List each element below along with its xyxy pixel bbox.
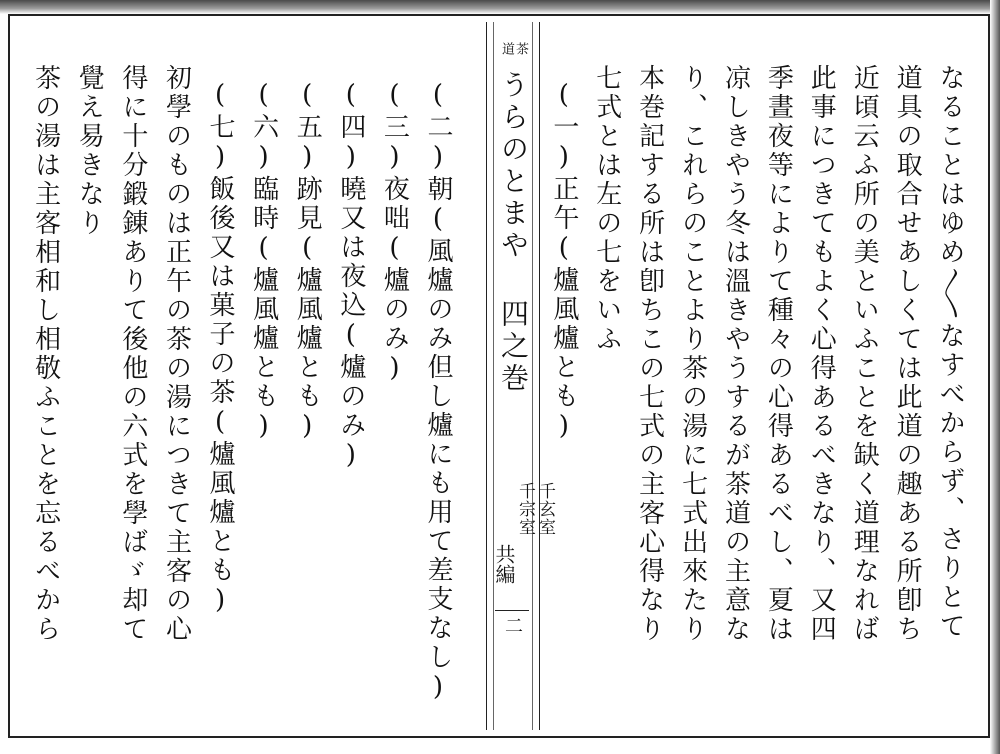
text-line: 道具の取合せあしくては此道の趣ある所卽ち [892,64,923,644]
joint-editing-label: 共編 [492,544,516,584]
text-line: 茶の湯は主客相和し相敬ふことを忘るべから [30,64,61,644]
text-line: り、これらのことより茶の湯に七式出來たり [677,64,708,644]
right-page [543,22,978,730]
list-item: (七)飯後又は菓子の茶(爐風爐とも) [205,80,236,618]
series-mark-char: 道 [499,42,514,55]
editor-name: 千玄室 [535,482,555,536]
scan-shadow-top [0,0,1000,14]
page-number: 二 [502,616,523,634]
text-line: 凉しきやう冬は溫きやうするが茶道の主意な [720,64,751,644]
editor-name: 千宗室 [515,482,535,536]
list-item: (三)夜咄(爐のみ) [379,80,410,386]
page-gutter [486,22,555,730]
text-line: 季晝夜等によりて種々の心得あるべし、夏は [763,64,794,644]
list-item: (六)臨時(爐風爐とも) [248,80,279,444]
text-line: 近頃云ふ所の美といふことを缺く道理なれば [849,64,880,644]
text-line: 本巻記する所は卽ちこの七式の主客心得なり [634,64,665,644]
list-item: (二)朝(風爐のみ但し爐にも用て差支なし) [423,80,453,705]
text-line: 此事につきてもよく心得あるべきなり、又四 [806,64,837,644]
text-line: なることはゆめ〳〵なすべからず、さりとて [935,64,965,641]
left-page [24,22,460,730]
text-line: 七式とは左の七をいふ [591,64,622,354]
series-mark [499,42,527,55]
list-item: (一)正午(爐風爐とも) [548,80,579,444]
book-spread [8,14,990,738]
page-number-rule [495,610,529,611]
text-line: 初學のものは正午の茶の湯につきて主客の心 [161,64,192,644]
text-line: 覺え易きなり [74,64,105,238]
scan-shadow-right [990,0,1000,754]
running-title: うらのとまや 四之巻 [497,70,530,395]
series-mark-char: 茶 [513,42,528,55]
list-item: (五)跡見(爐風爐とも) [292,80,323,444]
text-line: 得に十分鍛錬ありて後他の六式を學ばゞ却て [117,64,148,644]
editors [493,482,555,584]
list-item: (四)曉又は夜込(爐のみ) [335,80,366,473]
